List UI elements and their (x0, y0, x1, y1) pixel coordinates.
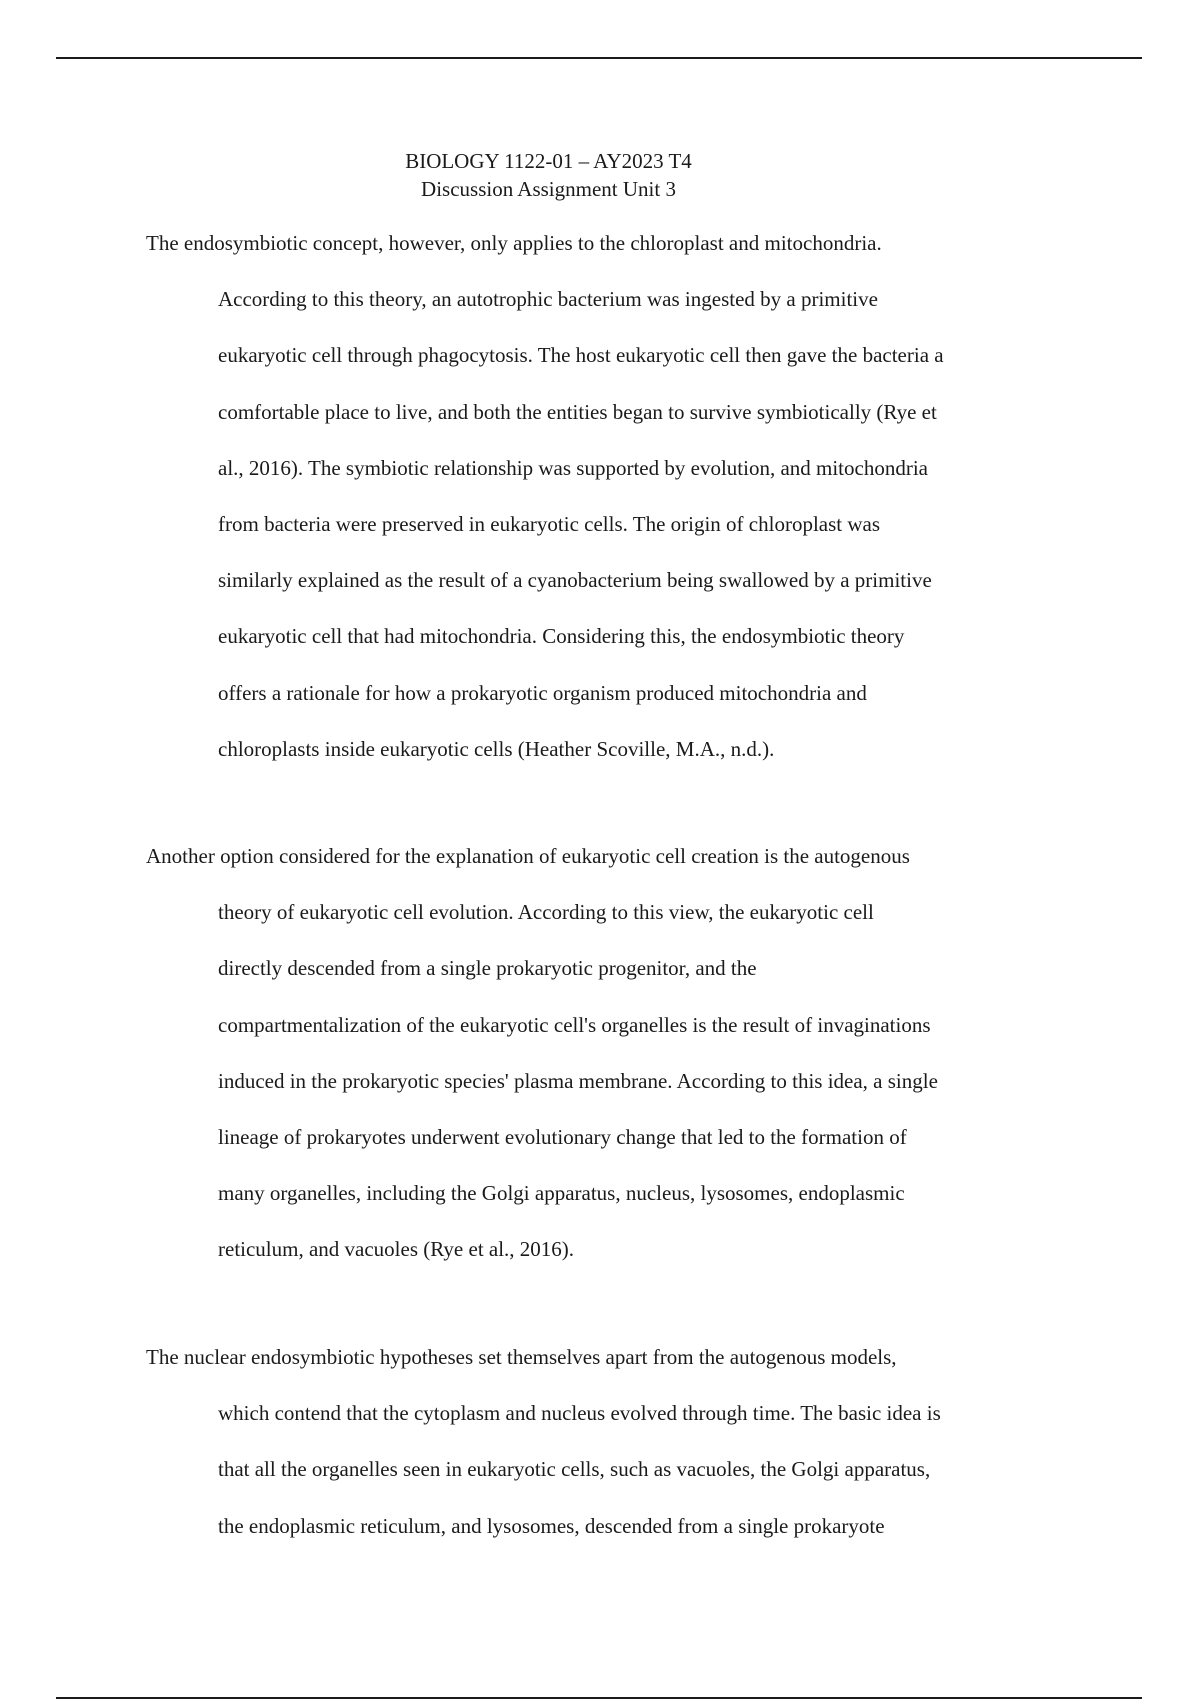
paragraph-line: eukaryotic cell that had mitochondria. Considering this, the endosymbiotic theory (218, 624, 905, 649)
paragraph-line: The endosymbiotic concept, however, only applies to the chloroplast and mitochondria. (146, 231, 882, 255)
paragraph-line: al., 2016). The symbiotic relationship was supported by evolution, and mitochondria (218, 455, 928, 480)
paragraph-line: comfortable place to live, and both the entities began to survive symbiotically (Rye et (218, 399, 937, 424)
paragraph-1 (146, 215, 1076, 777)
bottom-rule (56, 1697, 1142, 1699)
paragraph-line: theory of eukaryotic cell evolution. According to this view, the eukaryotic cell (218, 900, 874, 925)
paragraph-line: Another option considered for the explanation of eukaryotic cell creation is the autogenous (146, 844, 910, 868)
paragraph-line: reticulum, and vacuoles (Rye et al., 2016). (218, 1237, 575, 1262)
paragraph-line: eukaryotic cell through phagocytosis. The host eukaryotic cell then gave the bacteria a (218, 343, 944, 368)
document-header (0, 147, 1097, 203)
paragraph-line: The nuclear endosymbiotic hypotheses set themselves apart from the autogenous models, (146, 1345, 897, 1369)
top-rule (56, 57, 1142, 59)
paragraph-line: from bacteria were preserved in eukaryotic cells. The origin of chloroplast was (218, 512, 881, 537)
paragraph-line: that all the organelles seen in eukaryotic cells, such as vacuoles, the Golgi apparatus, (218, 1457, 931, 1482)
paragraph-line: According to this theory, an autotrophic bacterium was ingested by a primitive (218, 287, 878, 312)
paragraph-3 (146, 1329, 1076, 1554)
paragraph-line: offers a rationale for how a prokaryotic organism produced mitochondria and (218, 680, 867, 705)
paragraph-line: induced in the prokaryotic species' plasma membrane. According to this idea, a single (218, 1068, 938, 1093)
paragraph-line: similarly explained as the result of a cyanobacterium being swallowed by a primitive (218, 568, 932, 593)
paragraph-line: compartmentalization of the eukaryotic cell's organelles is the result of invaginations (218, 1012, 931, 1037)
course-title: BIOLOGY 1122-01 – AY2023 T4 (405, 149, 692, 173)
paragraph-line: many organelles, including the Golgi apparatus, nucleus, lysosomes, endoplasmic (218, 1181, 905, 1206)
paragraph-2 (146, 828, 1076, 1278)
assignment-title: Discussion Assignment Unit 3 (421, 177, 676, 201)
paragraph-line: the endoplasmic reticulum, and lysosomes, descended from a single prokaryote (218, 1513, 885, 1538)
paragraph-line: chloroplasts inside eukaryotic cells (Heather Scoville, M.A., n.d.). (218, 736, 775, 761)
paragraph-line: which contend that the cytoplasm and nucleus evolved through time. The basic idea is (218, 1401, 941, 1426)
paragraph-line: lineage of prokaryotes underwent evolutionary change that led to the formation of (218, 1125, 907, 1150)
paragraph-line: directly descended from a single prokaryotic progenitor, and the (218, 956, 757, 981)
